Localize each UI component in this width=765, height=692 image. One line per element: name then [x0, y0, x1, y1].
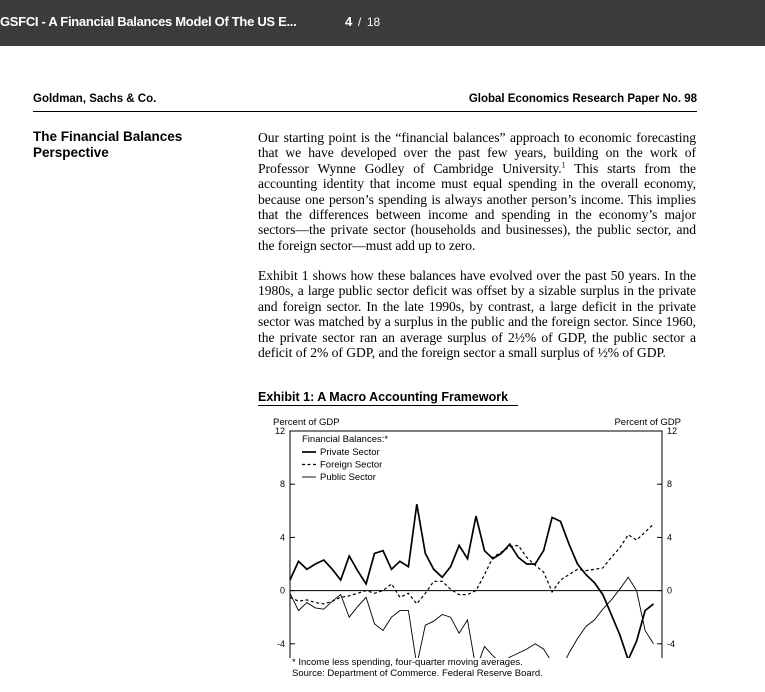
exhibit-footnote: [292, 658, 543, 679]
y-tick-label-left: -4: [276, 638, 285, 649]
series-line-private-sector: [290, 504, 654, 658]
page-counter: [345, 14, 380, 29]
paragraph-1: [258, 130, 696, 253]
legend-label-public-sector: Public Sector: [320, 472, 376, 483]
page-separator: /: [357, 15, 362, 29]
y-tick-label-right: 0: [667, 585, 673, 596]
current-page-number[interactable]: 4: [345, 14, 353, 29]
total-pages: 18: [366, 15, 381, 29]
paragraph-1-text-a: Our starting point is the “financial balances” approach to economic forecasting that we have developed over the past few years, building on the work of Professor Wynne Godley of Cambridge University.: [258, 130, 696, 176]
y-tick-label-right: 8: [667, 479, 673, 490]
legend-title: Financial Balances:*: [302, 434, 389, 445]
y-tick-label-right: 4: [667, 532, 673, 543]
ylabel-left: Percent of GDP: [273, 417, 340, 428]
y-tick-label-right: -4: [667, 638, 676, 649]
header-paper-number: Global Economics Research Paper No. 98: [468, 93, 697, 105]
y-tick-label-right: 12: [667, 426, 678, 436]
y-tick-label-left: 4: [279, 532, 285, 543]
section-heading: The Financial Balances Perspective: [33, 129, 183, 160]
paragraph-2: Exhibit 1 shows how these balances have evolved over the past 50 years. In the 1980s, a large public sector deficit was offset by a sizable surplus in the private and foreign sector. In the late 1990s, by contrast, a large deficit in the private sector was matched by a surplus in the public and the foreign sector. Since 1960, the private sector ran an average surplus of 2½% of GDP, the public sector a deficit of 2% of GDP, and the foreign sector a small surplus of ½% of GDP.: [258, 268, 696, 361]
y-tick-label-left: 8: [279, 479, 285, 490]
legend-label-foreign-sector: Foreign Sector: [320, 459, 383, 471]
legend-label-private-sector: Private Sector: [320, 447, 380, 458]
header-rule: [33, 111, 697, 112]
exhibit-title-rule: [258, 405, 518, 406]
footnote-text: * Income less spending, four-quarter moving averages.: [292, 657, 523, 668]
y-tick-label-left: 0: [279, 585, 285, 596]
exhibit-title: Exhibit 1: A Macro Accounting Framework: [258, 390, 509, 404]
header-company: Goldman, Sachs & Co.: [33, 93, 157, 105]
ylabel-right: Percent of GDP: [614, 417, 681, 428]
paragraph-1-text-b: This starts from the accounting identity that income must equal spending in the overall economy, because one person’s spending is always another person’s income. This implies that the differences between income and spending in the economy’s major sectors—the private sector (households and businesses), the public sector, and the foreign sector—must add up to zero.: [258, 160, 696, 253]
financial-balances-chart: [255, 414, 695, 658]
footnote-marker[interactable]: 1: [561, 160, 566, 170]
document-page: [0, 46, 765, 692]
source-text: Source: Department of Commerce. Federal Reserve Board.: [292, 667, 543, 679]
document-title: GSFCI - A Financial Balances Model Of The US E...: [0, 14, 297, 29]
viewer-toolbar: [0, 0, 765, 46]
y-tick-label-left: 12: [274, 426, 285, 436]
